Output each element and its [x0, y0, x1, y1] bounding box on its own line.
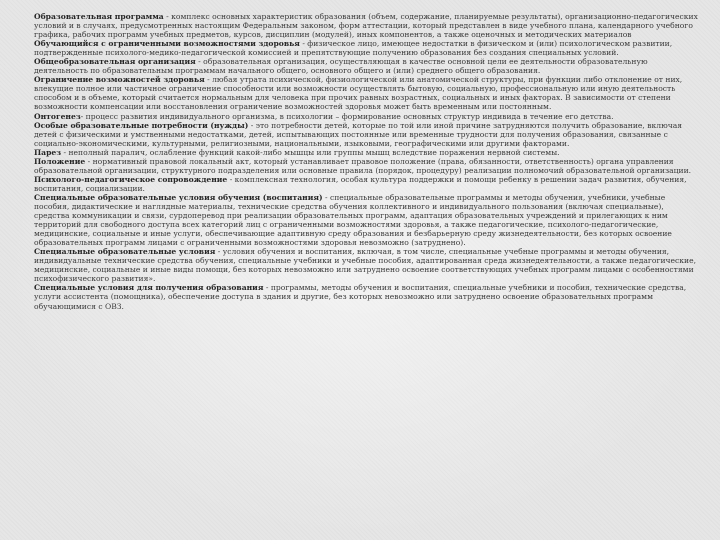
- glossary-term: Парез: [34, 147, 62, 157]
- glossary-entry-regulation: [34, 157, 700, 175]
- glossary-entry-health-limitation: [34, 75, 700, 111]
- glossary-definition: - комплексная технология, особая культура поддержки и помощи ребенку в решении задач развития, обучения, воспитания, социализации.: [34, 174, 687, 193]
- glossary-entry-general-education-organization: [34, 57, 700, 75]
- glossary-definition: - специальные образовательные программы и методы обучения, учебники, учебные пособия, дидактические и наглядные материалы, технические средства обучения коллективного и индивидуального пользования (включая специальные), средства коммуникации и связи, сурдоперевод при реализации образовательных программ, адаптация образовательных учреждений и прилегающих к ним территорий для свободного доступа всех категорий лиц с ограниченными возможностями здоровья, а также педагогические, психолого-педагогические, медицинские, социальные и иные услуги, обеспечивающие адаптивную среду образования и безбарьерную среду жизнедеятельности, без которых освоение образовательных программ лицами с ограниченными возможностями здоровья невозможно (затруднено).: [34, 192, 672, 248]
- glossary-definition: - любая утрата психической, физиологической или анатомической структуры, при функции либо отклонение от них, влекущие полное или частичное ограничение способности или возможности осуществлять бытовую, социальную, профессиональную или иную деятельность способом и в объеме, который считается нормальным для человека при прочих равных возрастных, социальных и иных факторах. В зависимости от степени возможности компенсации или восстановления ограничение возможностей здоровья может быть временным или постоянным.: [34, 75, 683, 112]
- glossary-definition: - программы, методы обучения и воспитания, специальные учебники и пособия, технические средства, услуги ассистента (помощника), обеспечение доступа в здания и другие, без которых невозможно или затруднено освоение образовательных программ обучающимися с ОВЗ.: [34, 283, 687, 311]
- glossary-entry-paresis: [34, 148, 700, 157]
- glossary-definition: - это потребности детей, которые по той или иной причине затрудняются получить образование, включая детей с физическими и умственными недостатками, детей, испытывающих постоянные или временные трудности для получения образования, связанные с социально-экономическими, культурными, религиозными, национальными, языковыми, географическими или другими факторами.: [34, 120, 683, 148]
- glossary-term: Специальные условия для получения образования: [34, 283, 264, 293]
- glossary-entry-student-with-disabilities: [34, 39, 700, 57]
- glossary-term: Обучающийся с ограниченными возможностями здоровья: [34, 39, 300, 49]
- glossary-term: Психолого-педагогическое сопровождение: [34, 174, 228, 184]
- glossary-entry-psych-pedagogical-support: [34, 175, 700, 193]
- glossary-definition: - условия обучения и воспитания, включая, в том числе, специальные учебные программы и методы обучения, индивидуальные технические средства обучения, специальные учебники и учебные пособия, адаптированная среда жизнедеятельности, а также педагогические, медицинские, социальные и иные виды помощи, без которых невозможно или затруднено освоение соответствующих учебных программ лицами с особенностями психофизического развития».: [34, 247, 696, 284]
- glossary-entry-special-educational-needs: [34, 121, 700, 148]
- glossary-definition: - процесс развития индивидуального организма, в психологии – формирование основных структур индивида в течение его детства.: [80, 111, 614, 121]
- glossary-term: Специальные образовательные условия обучения (воспитания): [34, 192, 323, 202]
- glossary-term: Положение: [34, 156, 86, 166]
- glossary-term: Специальные образовательные условия: [34, 247, 216, 257]
- glossary-entry-ontogenesis: [34, 112, 700, 121]
- glossary-entry-special-educational-conditions: [34, 247, 700, 283]
- glossary-entry-special-conditions-for-education: [34, 283, 700, 310]
- glossary-term: Онтогенез: [34, 111, 81, 121]
- glossary-definition: - неполный паралич, ослабление функций какой-либо мышцы или группы мышц вследствие поражения нервной системы.: [61, 147, 560, 157]
- glossary-entry-special-learning-conditions: [34, 193, 700, 247]
- glossary-term: Общеобразовательная организация: [34, 57, 196, 67]
- glossary-definition: - образовательная организация, осуществляющая в качестве основной цели ее деятельности образовательную деятельность по образовательным программам начального общего, основного общего и (или) среднего общего образования.: [34, 57, 648, 76]
- glossary-term: Особые образовательные потребности (нужды): [34, 120, 249, 130]
- glossary-definition: - нормативный правовой локальный акт, который устанавливает правовое положение (права, обязанности, ответственность) органа управления образовательной организации, структурного подразделения или основные правила (порядок, процедуру) реализации полномочий образовательной организации.: [34, 156, 692, 175]
- glossary-entry-educational-program: [34, 12, 700, 39]
- glossary-definition: - физическое лицо, имеющее недостатки в физическом и (или) психологическом развитии, подтвержденные психолого-медико-педагогической комиссией и препятствующие получению образования без создания специальных условий.: [34, 39, 673, 58]
- glossary-definition: - комплекс основных характеристик образования (объем, содержание, планируемые результаты), организационно-педагогических условий и в случаях, предусмотренных настоящим Федеральным законом, форм аттестации, который представлен в виде учебного плана, календарного учебного графика, рабочих программ учебных предметов, курсов, дисциплин (модулей), иных компонентов, а также оценочных и методических материалов: [34, 12, 698, 40]
- glossary-term: Образовательная программа: [34, 12, 164, 21]
- glossary-term: Ограничение возможностей здоровья: [34, 75, 205, 85]
